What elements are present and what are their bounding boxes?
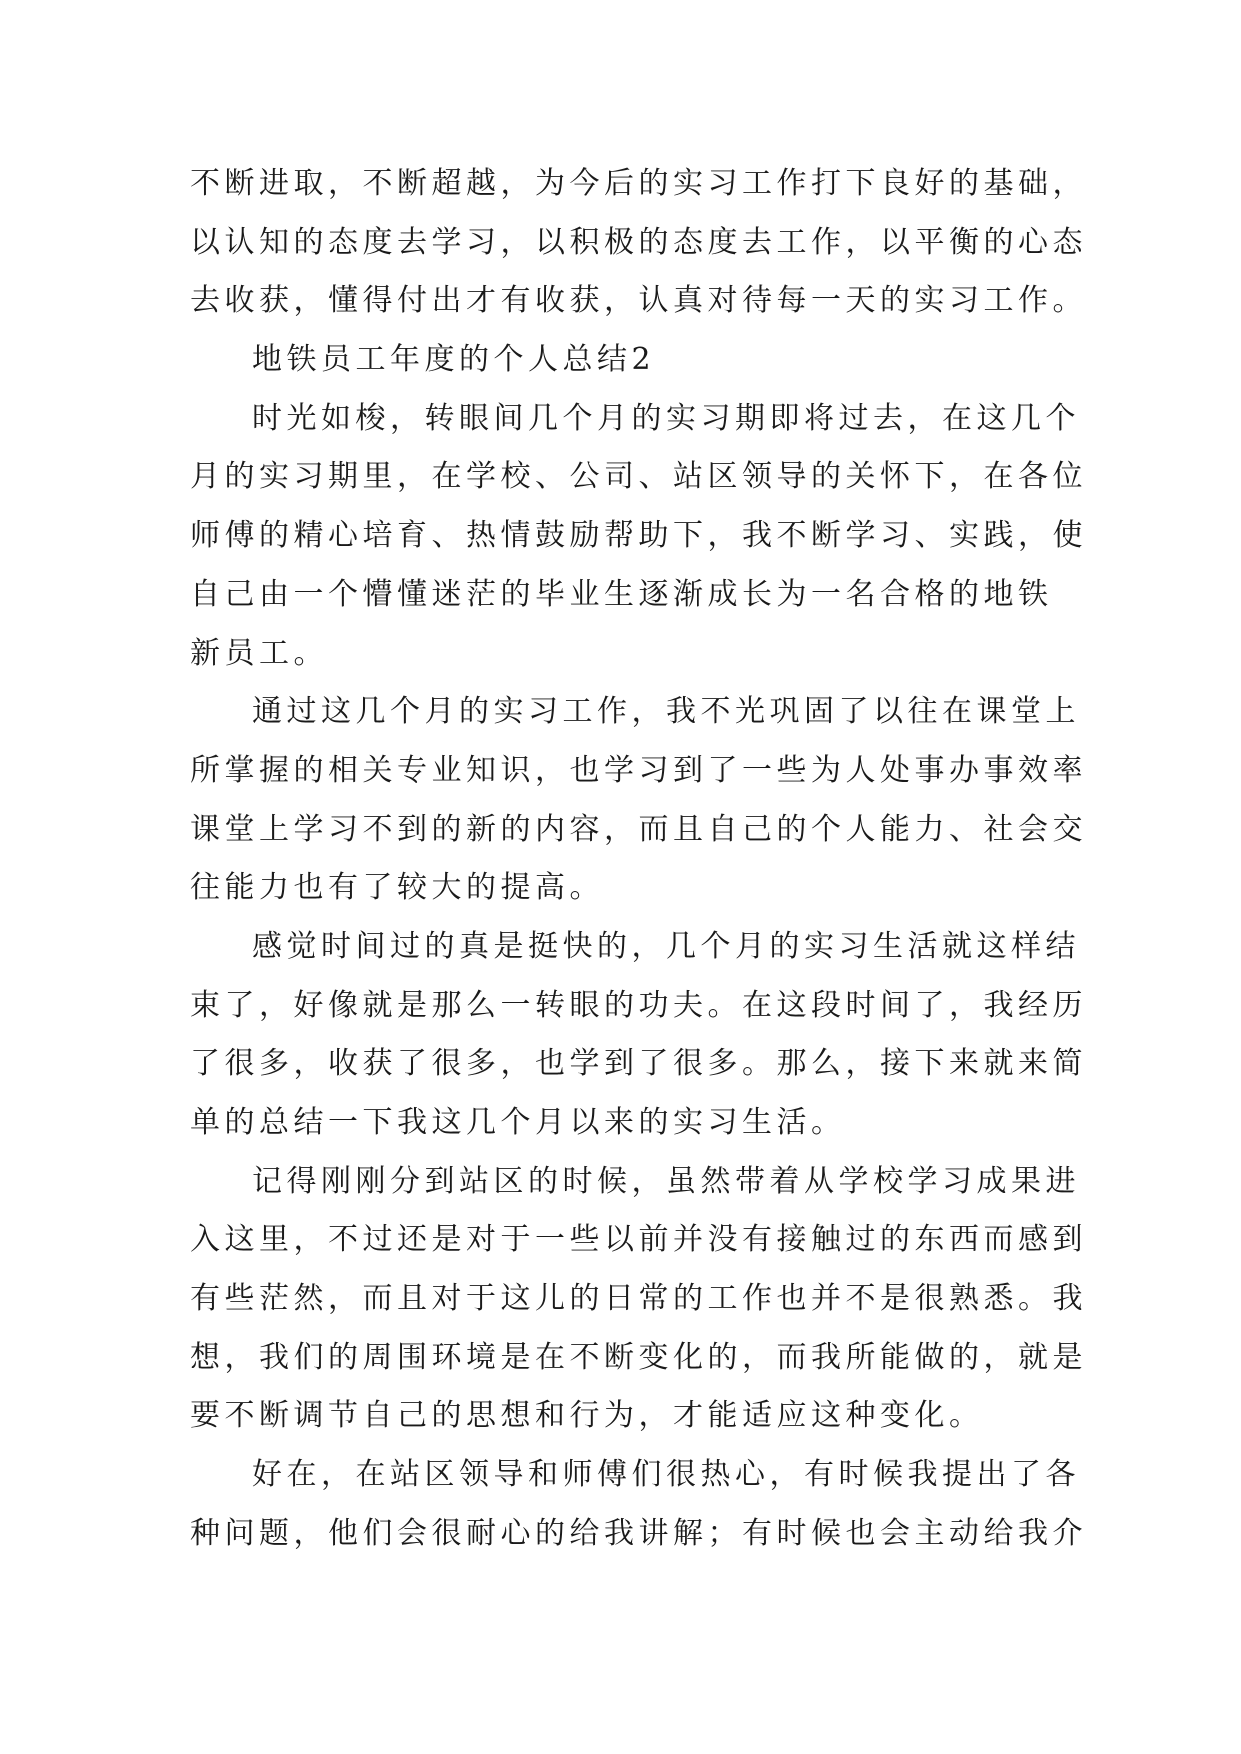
text-line-14: 感觉时间过的真是挺快的，几个月的实习生活就这样结 bbox=[252, 928, 1080, 964]
text-line-17: 单的总结一下我这几个月以来的实习生活。 bbox=[190, 1105, 846, 1140]
text-line-3: 去收获，懂得付出才有收获，认真对待每一天的实习工作。 bbox=[190, 283, 1087, 319]
text-line-9: 新员工。 bbox=[190, 635, 328, 671]
text-line-13: 往能力也有了较大的提高。 bbox=[190, 870, 604, 906]
section-heading: 地铁员工年度的个人总结2 bbox=[252, 342, 656, 378]
text-line-11: 所掌握的相关专业知识，也学习到了一些为人处事办事效率 bbox=[190, 752, 1087, 788]
text-line-2: 以认知的态度去学习，以积极的态度去工作，以平衡的心态 bbox=[190, 224, 1087, 260]
text-line-22: 要不断调节自己的思想和行为，才能适应这种变化。 bbox=[190, 1398, 984, 1434]
text-line-18: 记得刚刚分到站区的时候，虽然带着从学校学习成果进 bbox=[252, 1163, 1080, 1199]
text-line-20: 有些茫然，而且对于这儿的日常的工作也并不是很熟悉。我 bbox=[190, 1281, 1087, 1317]
text-line-23: 好在，在站区领导和师傅们很热心，有时候我提出了各 bbox=[252, 1457, 1080, 1493]
text-line-24: 种问题，他们会很耐心的给我讲解；有时候也会主动给我介 bbox=[190, 1515, 1087, 1551]
text-line-10: 通过这几个月的实习工作，我不光巩固了以往在课堂上 bbox=[252, 694, 1080, 730]
text-line-5: 时光如梭，转眼间几个月的实习期即将过去，在这几个 bbox=[252, 400, 1080, 436]
document-page bbox=[190, 155, 1087, 1564]
text-line-6: 月的实习期里，在学校、公司、站区领导的关怀下，在各位 bbox=[190, 459, 1087, 495]
text-line-15: 束了，好像就是那么一转眼的功夫。在这段时间了，我经历 bbox=[190, 987, 1087, 1023]
text-line-1: 不断进取，不断超越，为今后的实习工作打下良好的基础， bbox=[190, 166, 1087, 201]
text-line-21: 想，我们的周围环境是在不断变化的，而我所能做的，就是 bbox=[190, 1339, 1087, 1375]
text-line-12: 课堂上学习不到的新的内容，而且自己的个人能力、社会交 bbox=[190, 811, 1087, 847]
text-line-19: 入这里，不过还是对于一些以前并没有接触过的东西而感到 bbox=[190, 1222, 1087, 1258]
text-line-16: 了很多，收获了很多，也学到了很多。那么，接下来就来简 bbox=[190, 1046, 1087, 1082]
text-line-7: 师傅的精心培育、热情鼓励帮助下，我不断学习、实践，使 bbox=[190, 518, 1087, 554]
text-line-8: 自己由一个懵懂迷茫的毕业生逐渐成长为一名合格的地铁 bbox=[190, 576, 1053, 612]
